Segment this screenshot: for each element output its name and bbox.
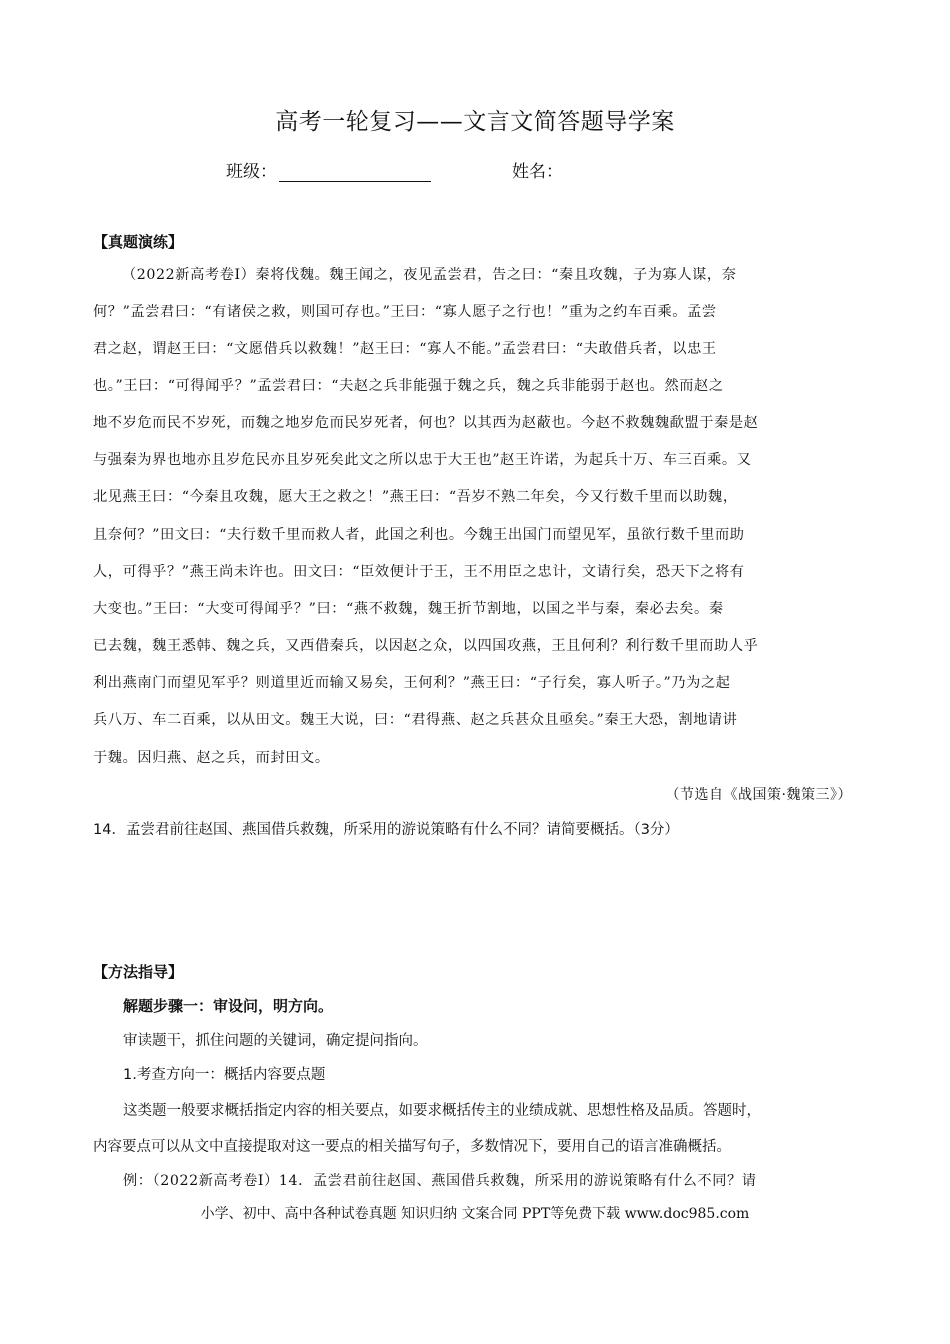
passage-line: 地不岁危而民不岁死，而魏之地岁危而民岁死者，何也？以其西为赵蔽也。今赵不救魏魏歃盟于秦是赵 [93, 415, 759, 431]
passage-line: 君之赵，谓赵王曰：“文愿借兵以救魏！”赵王曰：“寡人不能。”孟尝君曰：“夫敢借兵者，以忠王 [93, 341, 717, 357]
method-paragraph-line: 内容要点可以从文中直接提取对这一要点的相关描写句子，多数情况下，要用自己的语言准确概括。 [93, 1139, 731, 1155]
passage-line: 已去魏，魏王悉韩、魏之兵，又西借秦兵，以因赵之众，以四国攻燕，王且何利？利行数千里而助人乎 [93, 638, 759, 654]
question-14: 14．孟尝君前往赵国、燕国借兵救魏，所采用的游说策略有什么不同？请简要概括。（3分） [93, 822, 679, 838]
class-field [226, 157, 431, 182]
page-footer: 小学、初中、高中各种试卷真题 知识归纳 文案合同 PPT等免费下载 www.doc985.com [200, 1206, 750, 1222]
passage-line: 北见燕王曰：“今秦且攻魏，愿大王之救之！”燕王曰：“吾岁不熟二年矣，今又行数千里而以助魏， [93, 489, 738, 505]
step-one-intro: 审读题干，抓住问题的关键词，确定提问指向。 [123, 1033, 428, 1049]
passage-line: 也。”王曰：“可得闻乎？”孟尝君曰：“夫赵之兵非能强于魏之兵，魏之兵非能弱于赵也。然而赵之 [93, 378, 724, 394]
passage-line: 于魏。因归燕、赵之兵，而封田文。 [93, 750, 330, 766]
passage-line: 利出燕南门而望见军乎？则道里近而输又易矣，王何利？”燕王曰：“子行矣，寡人听子。”乃为之起 [93, 675, 731, 691]
passage-source: （节选自《战国策·魏策三》） [665, 787, 852, 803]
passage-line: 大变也。”王曰：“大变可得闻乎？”曰：“燕不救魏，魏王折节割地，以国之半与秦，秦必去矣。秦 [93, 601, 724, 617]
passage-line: （2022新高考卷Ⅰ）秦将伐魏。魏王闻之，夜见孟尝君，告之曰：“秦且攻魏，子为寡人谋，奈 [122, 267, 737, 283]
example-line: 例：（2022新高考卷Ⅰ）14．孟尝君前往赵国、燕国借兵救魏，所采用的游说策略有什么不同？请 [123, 1173, 757, 1189]
step-one-heading: 解题步骤一：审设问，明方向。 [123, 997, 334, 1015]
name-label: 姓名： [512, 162, 563, 182]
class-blank [279, 162, 431, 182]
passage-line: 何？”孟尝君曰：“有诸侯之救，则国可存也。”王曰：“寡人愿子之行也！”重为之约车百乘。孟尝 [93, 304, 717, 320]
section-heading-practice: 【真题演练】 [93, 233, 184, 251]
direction-one: 1.考查方向一：概括内容要点题 [123, 1067, 326, 1083]
page-title: 高考一轮复习——文言文简答题导学案 [275, 109, 675, 135]
passage-line: 兵八万、车二百乘，以从田文。魏王大说，曰：“君得燕、赵之兵甚众且亟矣。”秦王大恐，割地请讲 [93, 712, 738, 728]
passage-line: 且奈何？”田文曰：“夫行数千里而救人者，此国之利也。今魏王出国门而望见军，虽欲行数千里而助 [93, 527, 745, 543]
method-paragraph-line: 这类题一般要求概括指定内容的相关要点，如要求概括传主的业绩成就、思想性格及品质。答题时， [123, 1103, 761, 1119]
passage-line: 与强秦为界也地亦且岁危民亦且岁死矣此文之所以忠于大王也”赵王许诺，为起兵十万、车三百乘。又 [93, 452, 752, 468]
section-heading-method: 【方法指导】 [93, 963, 184, 981]
class-label: 班级： [226, 162, 277, 182]
passage-line: 人，可得乎？”燕王尚未许也。田文曰：“臣效便计于王，王不用臣之忠计，文请行矣，恐天下之将有 [93, 564, 745, 580]
